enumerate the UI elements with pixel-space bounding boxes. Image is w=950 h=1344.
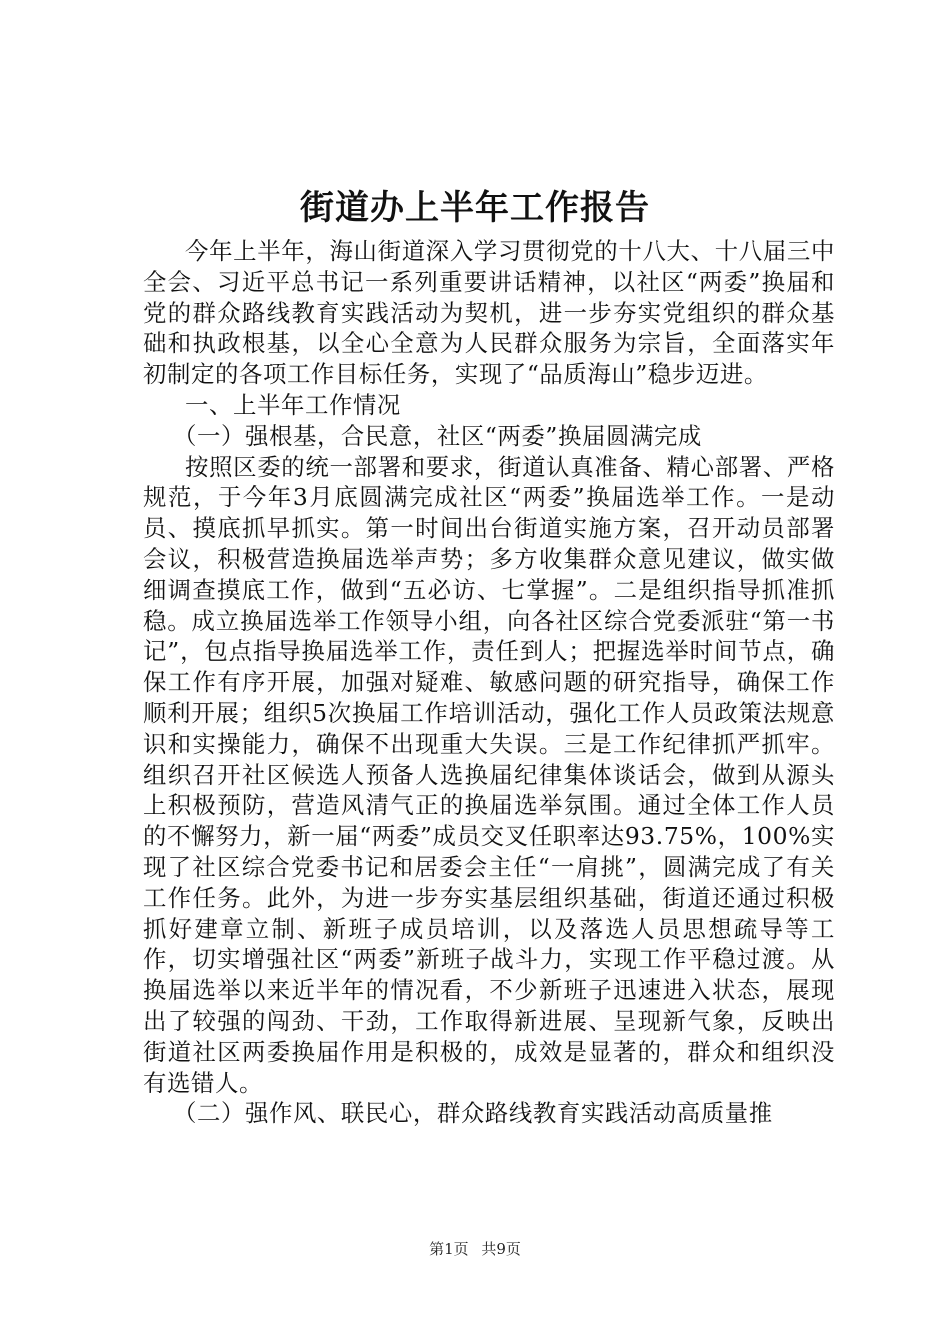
section-heading: 一、上半年工作情况 <box>185 390 401 419</box>
paragraph-election: 按照区委的统一部署和要求，街道认真准备、精心部署、严格规范，于今年3月底圆满完成社区“两委”换届选举工作。一是动员、摸底抓早抓实。第一时间出台街道实施方案，召开动员部署会议，积极营造换届选举声势；多方收集群众意见建议，做实做细调查摸底工作，做到“五必访、七掌握”。二是组织指导抓准抓稳。成立换届选举工作领导小组，向各社区综合党委派驻“第一书记”，包点指导换届选举工作，责任到人；把握选举时间节点，确保工作有序开展，加强对疑难、敏感问题的研究指导，确保工作顺利开展；组织5次换届工作培训活动，强化工作人员政策法规意识和实操能力，确保不出现重大失误。三是工作纪律抓严抓牢。组织召开社区候选人预备人选换届纪律集体谈话会，做到从源头上积极预防，营造风清气正的换届选举氛围。通过全体工作人员的不懈努力，新一届“两委”成员交叉任职率达93.75%，100%实现了社区综合党委书记和居委会主任“一肩挑”，圆满完成了有关工作任务。此外，为进一步夯实基层组织基础，街道还通过积极抓好建章立制、新班子成员培训，以及落选人员思想疏导等工作，切实增强社区“两委”新班子战斗力，实现工作平稳过渡。从换届选举以来近半年的情况看，不少新班子迅速进入状态，展现出了较强的闯劲、干劲，工作取得新进展、呈现新气象，反映出街道社区两委换届作用是积极的，成效是显著的，群众和组织没有选错人。 <box>143 452 835 1097</box>
page-total: 共9页 <box>481 1240 521 1258</box>
page-footer <box>0 1238 950 1260</box>
page-number: 第1页 <box>429 1240 469 1258</box>
paragraph-intro: 今年上半年，海山街道深入学习贯彻党的十八大、十八届三中全会、习近平总书记一系列重要讲话精神，以社区“两委”换届和党的群众路线教育实践活动为契机，进一步夯实党组织的群众基础和执政根基，以全心全意为人民群众服务为宗旨，全面落实年初制定的各项工作目标任务，实现了“品质海山”稳步迈进。 <box>143 237 835 389</box>
subsection-heading-1: （一）强根基，合民意，社区“两委”换届圆满完成 <box>173 421 702 450</box>
document-title: 街道办上半年工作报告 <box>300 188 650 228</box>
document-body <box>143 236 835 1129</box>
subsection-heading-2: （二）强作风、联民心，群众路线教育实践活动高质量推 <box>173 1099 773 1128</box>
